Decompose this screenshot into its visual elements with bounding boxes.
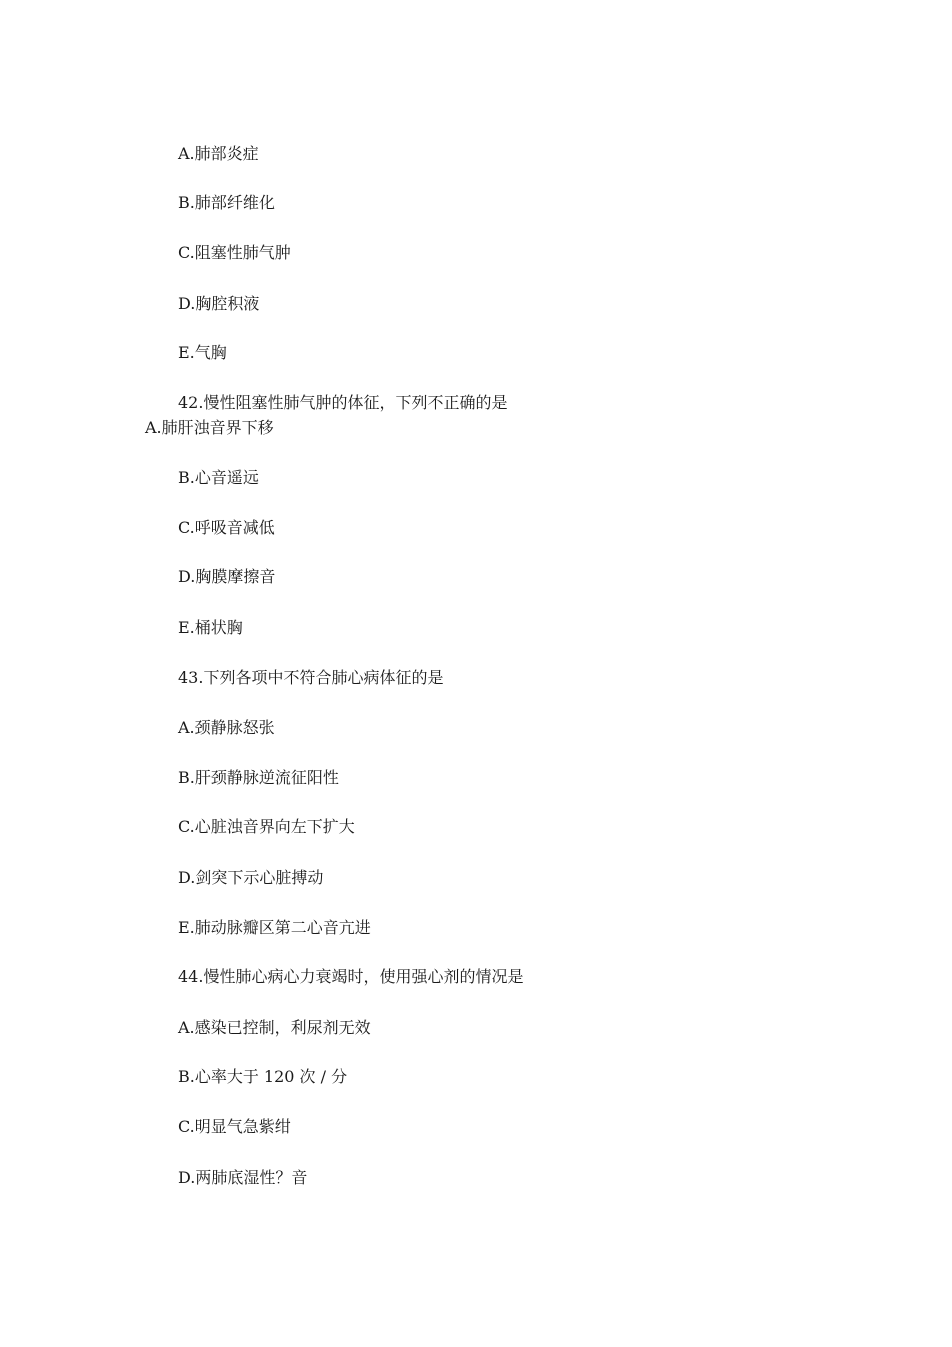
option-text: C.明显气急紫绀: [178, 1117, 291, 1136]
option-text: E.气胸: [178, 343, 227, 362]
option-text: D.两肺底湿性？音: [178, 1168, 308, 1187]
question-text: 43.下列各项中不符合肺心病体征的是: [178, 668, 444, 687]
option-text: A.颈静脉怒张: [178, 718, 275, 737]
option-text: A.肺部炎症: [178, 144, 259, 163]
option-text: E.桶状胸: [178, 618, 243, 637]
option-text: C.阻塞性肺气肿: [178, 243, 291, 262]
option-text: D.胸腔积液: [178, 294, 260, 313]
option-text: E.肺动脉瓣区第二心音亢进: [178, 918, 371, 937]
option-text: C.呼吸音减低: [178, 518, 275, 537]
option-text: B.心率大于 120 次 / 分: [178, 1067, 348, 1086]
option-text: B.肺部纤维化: [178, 193, 275, 212]
option-text: A.肺肝浊音界下移: [145, 418, 274, 437]
option-text: A.感染已控制，利尿剂无效: [178, 1018, 371, 1037]
question-text: 42.慢性阻塞性肺气肿的体征，下列不正确的是: [178, 393, 508, 412]
option-text: D.剑突下示心脏搏动: [178, 868, 324, 887]
option-text: B.心音遥远: [178, 468, 259, 487]
option-text: C.心脏浊音界向左下扩大: [178, 817, 355, 836]
question-text: 44.慢性肺心病心力衰竭时，使用强心剂的情况是: [178, 967, 524, 986]
option-text: D.胸膜摩擦音: [178, 567, 276, 586]
option-text: B.肝颈静脉逆流征阳性: [178, 768, 339, 787]
